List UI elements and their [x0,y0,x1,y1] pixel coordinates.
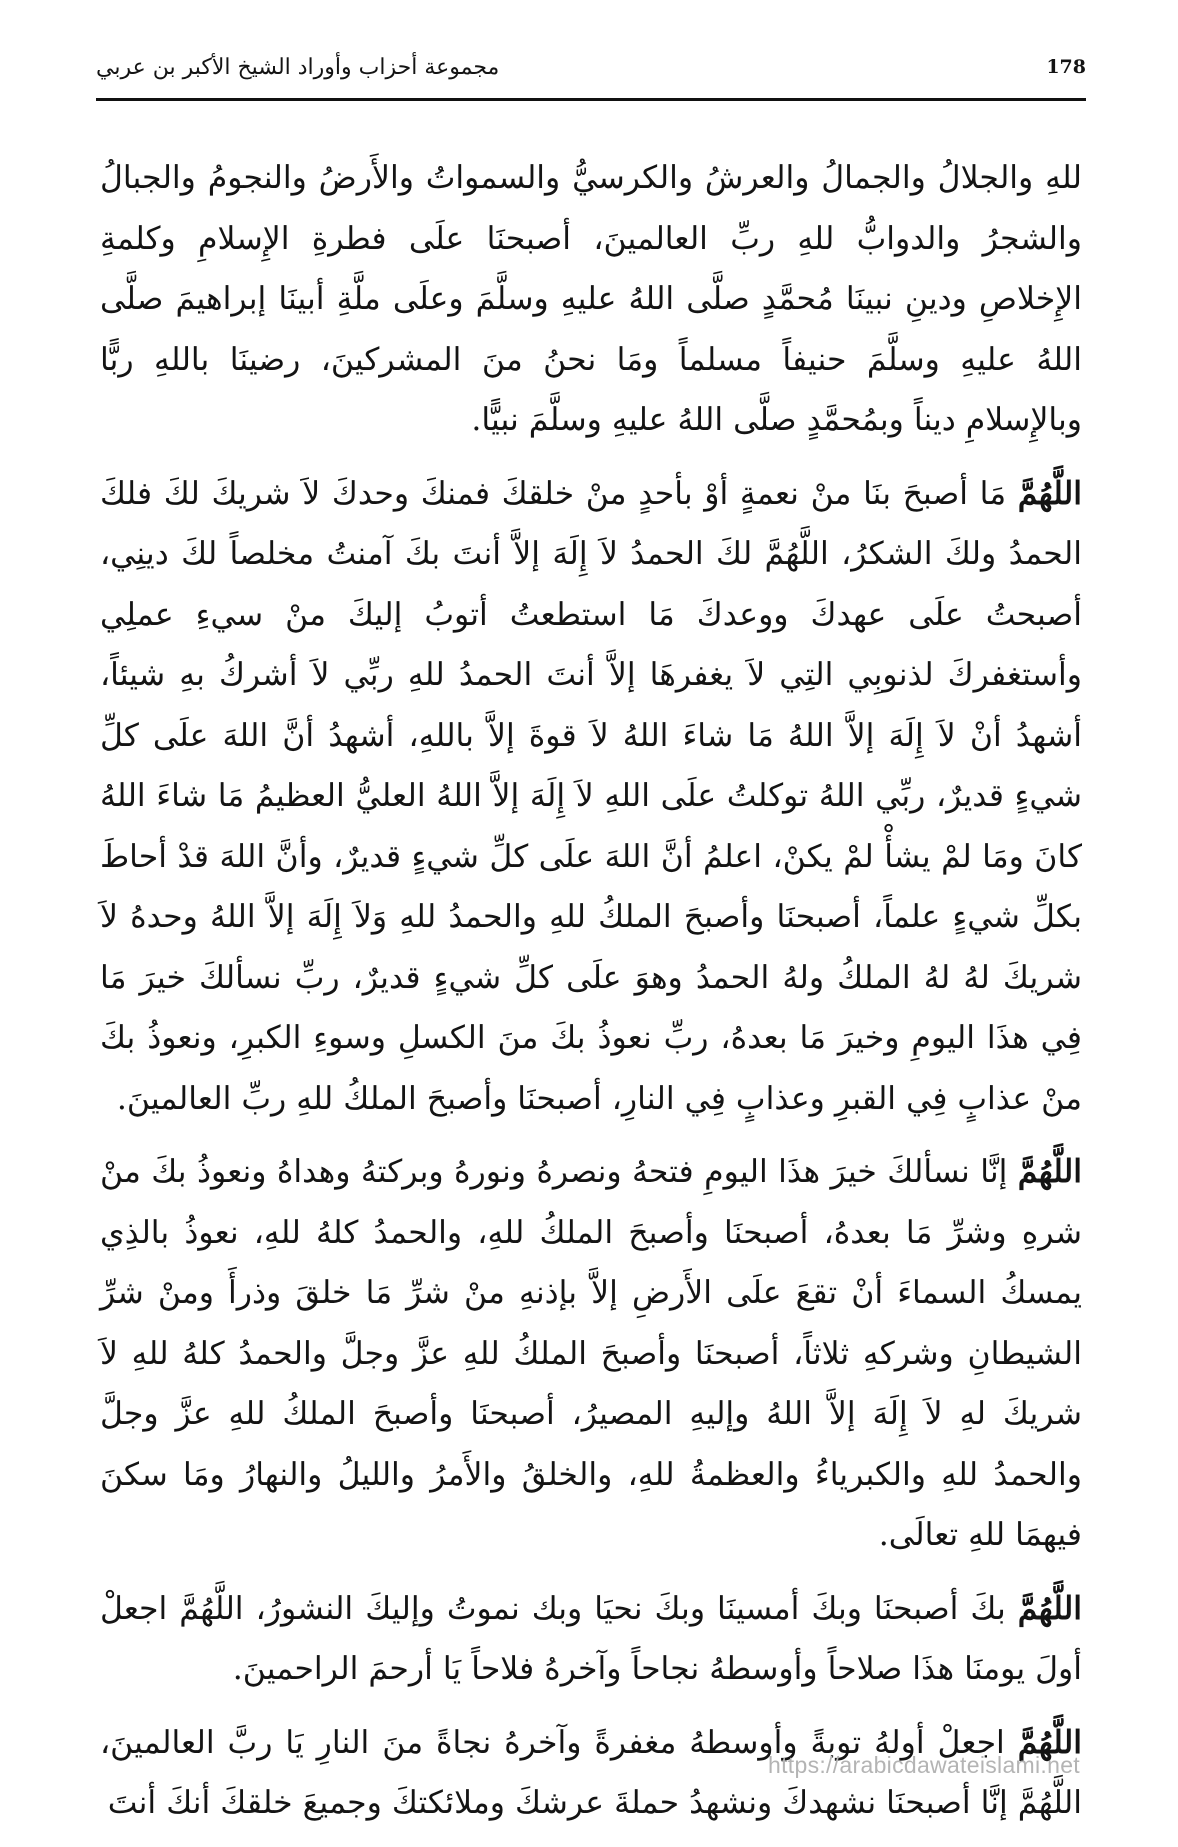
paragraph-1 [100,148,1082,451]
paragraph-opener: اللَّهُمَّ [1017,474,1082,512]
paragraph-4 [100,1579,1082,1700]
paragraph-text: مَا أصبحَ بنَا منْ نعمةٍ أوْ بأحدٍ منْ خلقكَ فمنكَ وحدكَ لاَ شريكَ لكَ فلكَ الحمدُ ولكَ الشكرُ، اللَّهُمَّ لكَ الحمدُ لاَ إِلَهَ إلاَّ أنتَ بكَ آمنتُ مخلصاً لكَ دينِي، أصبحتُ علَى عهدكَ ووعدكَ مَا استطعتُ أتوبُ إليكَ منْ سيءِ عملِي وأستغفركَ لذنوبِي التِي لاَ يغفرهَا إلاَّ أنتَ الحمدُ للهِ ربِّي لاَ أشركُ بهِ شيئاً، أشهدُ أنْ لاَ إِلَهَ إلاَّ اللهُ مَا شاءَ اللهُ لاَ قوةَ إلاَّ باللهِ، أشهدُ أنَّ اللهَ علَى كلِّ شيءٍ قديرٌ، ربِّي اللهُ توكلتُ علَى اللهِ لاَ إِلَهَ إلاَّ اللهُ العليُّ العظيمُ مَا شاءَ اللهُ كانَ ومَا لمْ يشأْ لمْ يكنْ، اعلمُ أنَّ اللهَ علَى كلِّ شيءٍ قديرٌ، وأنَّ اللهَ قدْ أحاطَ بكلِّ شيءٍ علماً، أصبحنَا وأصبحَ الملكُ للهِ والحمدُ للهِ وَلاَ إِلَهَ إلاَّ اللهُ وحدهُ لاَ شريكَ لهُ لهُ الملكُ ولهُ الحمدُ وهوَ علَى كلِّ شيءٍ قديرٌ، ربِّ نسألكَ خيرَ مَا فِي هذَا اليومِ وخيرَ مَا بعدهُ، ربِّ نعوذُ بكَ منَ الكسلِ وسوءِ الكبرِ، ونعوذُ بكَ منْ عذابٍ فِي القبرِ وعذابٍ فِي النارِ، أصبحنَا وأصبحَ الملكُ للهِ ربِّ العالمينَ. [100,475,1082,1117]
running-title: مجموعة أحزاب وأوراد الشيخ الأكبر بن عربي [96,54,500,80]
paragraph-3 [100,1142,1082,1566]
paragraph-text: إنَّا نسألكَ خيرَ هذَا اليومِ فتحهُ ونصرهُ ونورهُ وبركتهُ وهداهُ ونعوذُ بكَ منْ شرهِ وشرِّ مَا بعدهُ، أصبحنَا وأصبحَ الملكُ للهِ، والحمدُ كلهُ للهِ، نعوذُ بالذِي يمسكُ السماءَ أنْ تقعَ علَى الأَرضِ إلاَّ بإذنهِ منْ شرِّ مَا خلقَ وذرأَ ومنْ شرِّ الشيطانِ وشركهِ ثلاثاً، أصبحنَا وأصبحَ الملكُ للهِ عزَّ وجلَّ والحمدُ كلهُ للهِ لاَ شريكَ لهِ لاَ إِلَهَ إلاَّ اللهُ وإليهِ المصيرُ، أصبحنَا وأصبحَ الملكُ للهِ عزَّ وجلَّ والحمدُ للهِ والكبرياءُ والعظمةُ للهِ، والخلقُ والأَمرُ والليلُ والنهارُ ومَا سكنَ فيهمَا للهِ تعالَى. [100,1154,1082,1553]
header-divider [96,98,1086,101]
paragraph-text: اجعلْ أولهُ توبةً وأوسطهُ مغفرةً وآخرهُ نجاةً منَ النارِ يَا ربَّ العالمينَ، اللَّهُمَّ إنَّا أصبحنَا نشهدكَ ونشهدُ حملةَ عرشكَ وملائكتكَ وجميعَ خلقكَ أنكَ أنتَ [100,1724,1082,1821]
paragraph-opener: اللَّهُمَّ [1017,1153,1082,1190]
page-number: 178 [1046,56,1086,78]
paragraph-2 [100,464,1082,1130]
paragraph-text: للهِ والجلالُ والجمالُ والعرشُ والكرسيُّ والسمواتُ والأَرضُ والنجومُ والجبالُ والشجرُ والدوابُّ للهِ ربِّ العالمينَ، أصبحنَا علَى فطرةِ الإِسلامِ وكلمةِ الإِخلاصِ ودينِ نبينَا مُحمَّدٍ صلَّى اللهُ عليهِ وسلَّمَ وعلَى ملَّةِ أبينَا إبراهيمَ صلَّى اللهُ عليهِ وسلَّمَ حنيفاً مسلماً ومَا نحنُ منَ المشركينَ، رضينَا باللهِ ربًّا وبالإِسلامِ ديناً وبمُحمَّدٍ صلَّى اللهُ عليهِ وسلَّمَ نبيًّا. [100,160,1082,438]
page-header [96,42,1086,92]
paragraph-opener: اللَّهُمَّ [1017,1589,1082,1627]
site-watermark: https://arabicdawateislami.net [768,1752,1080,1778]
body-text [100,148,1082,1847]
paragraph-opener: اللَّهُمَّ [1017,1723,1082,1761]
paragraph-text: بكَ أصبحنَا وبكَ أمسينَا وبكَ نحيَا وبك نموتُ وإليكَ النشورُ، اللَّهُمَّ اجعلْ أولَ يومنَا هذَا صلاحاً وأوسطهُ نجاحاً وآخرهُ فلاحاً يَا أرحمَ الراحمينَ. [100,1590,1082,1687]
